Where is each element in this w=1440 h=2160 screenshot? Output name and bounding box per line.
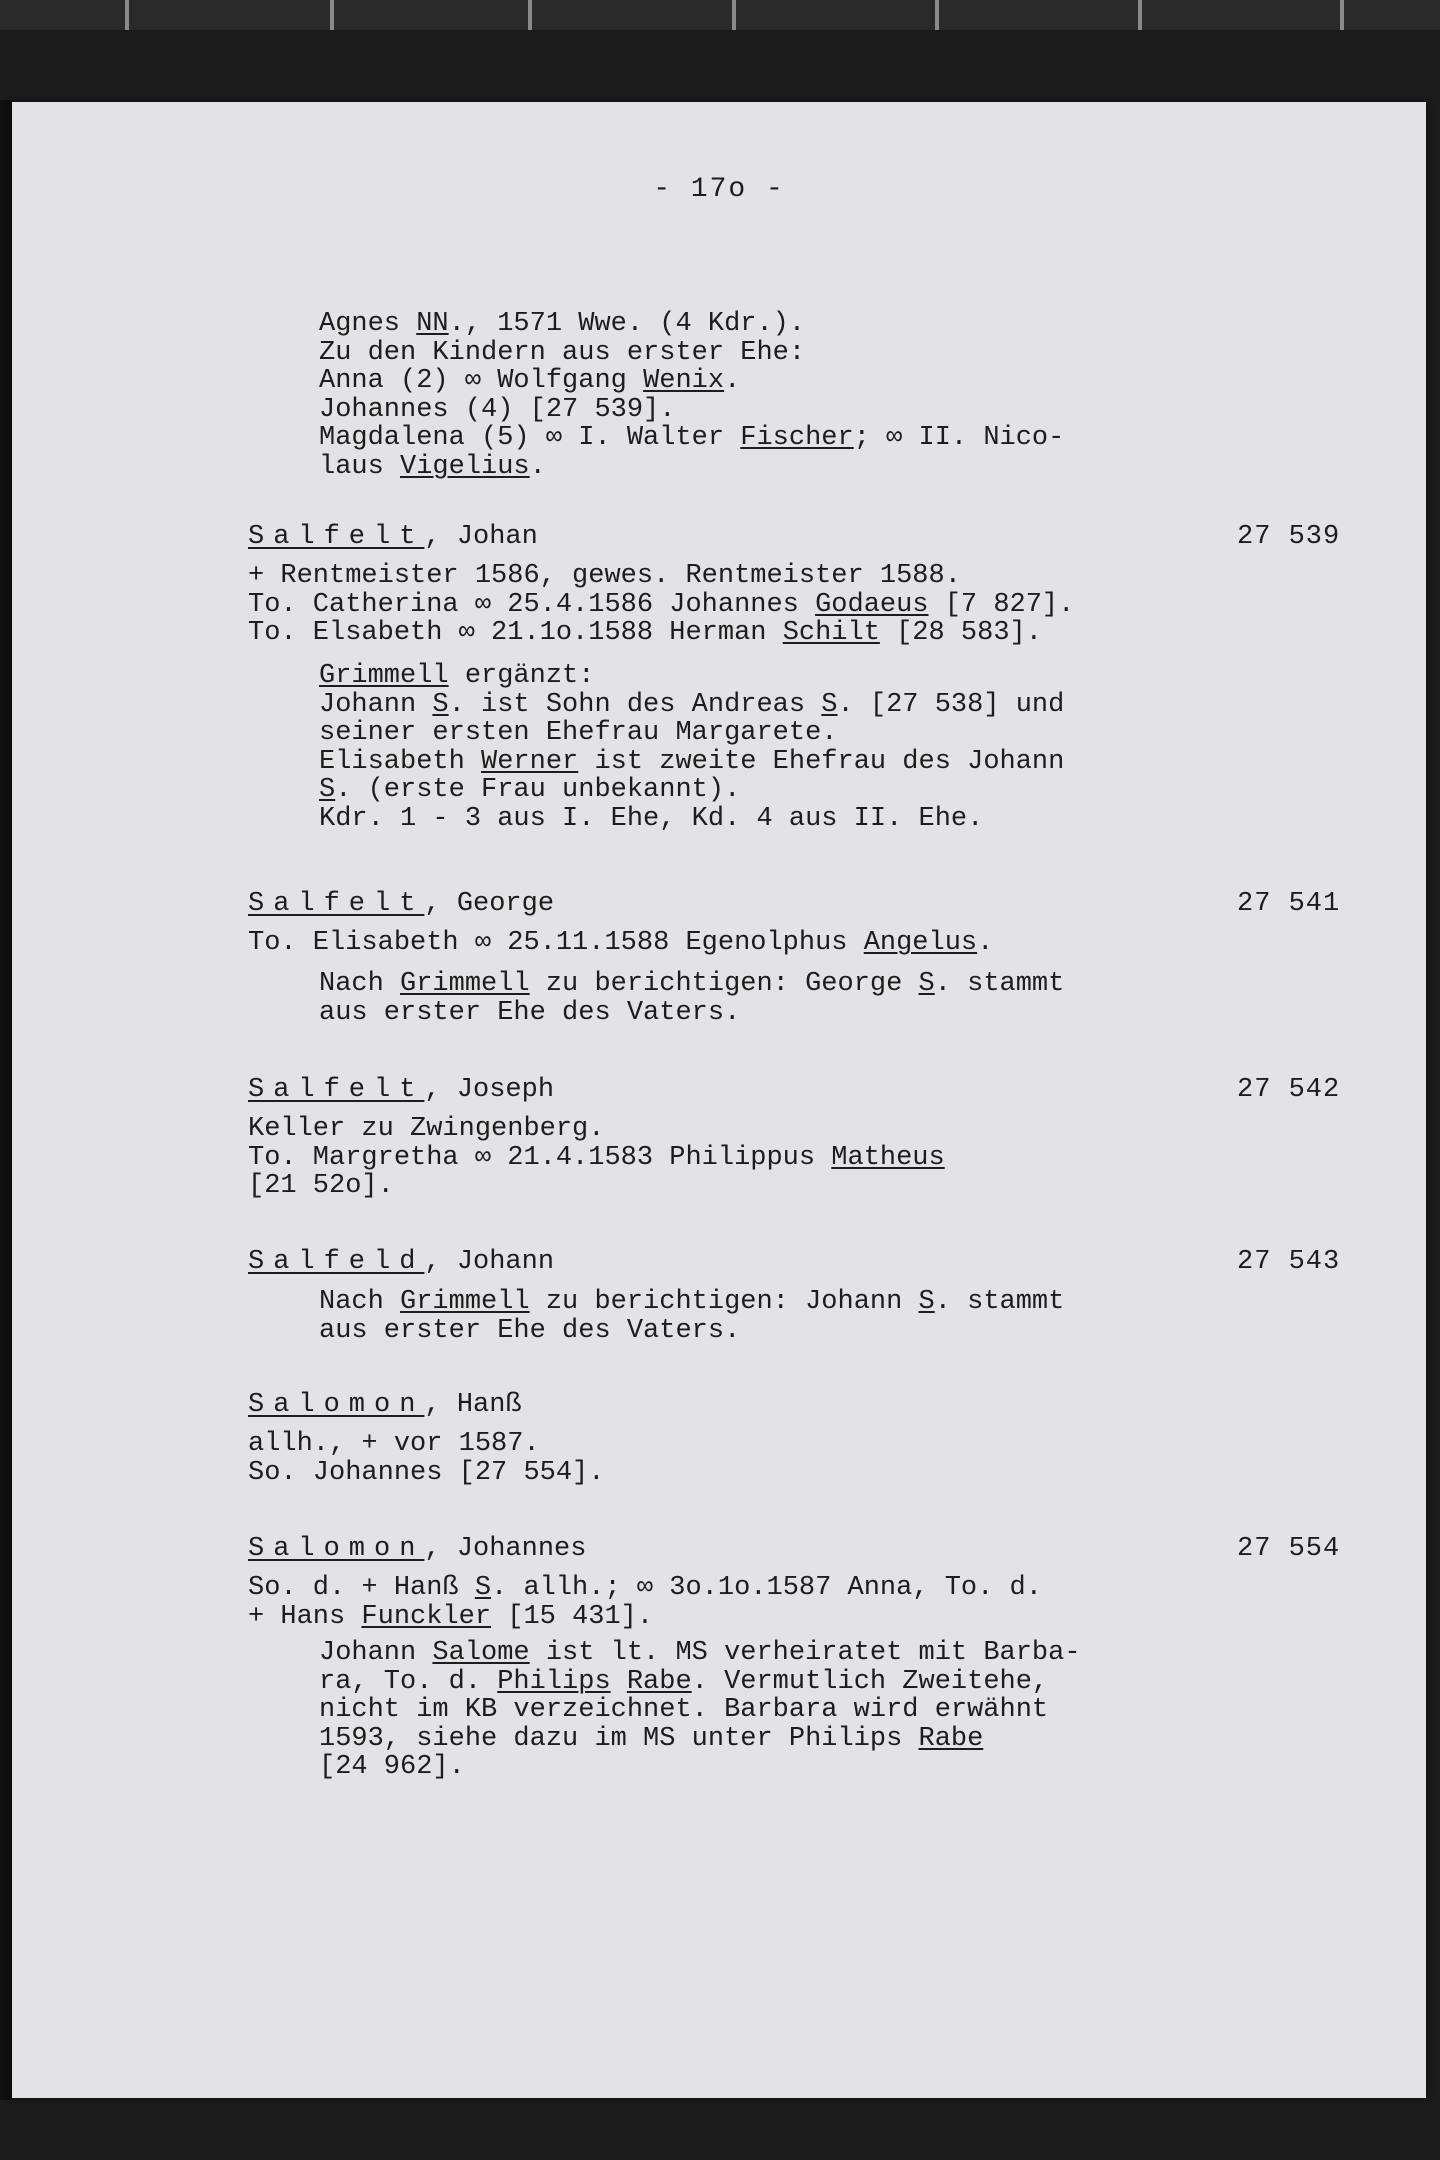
entry-given-name: , Hanß	[424, 1390, 522, 1420]
scan-left-edge	[0, 100, 12, 2100]
text-line: Elisabeth Werner ist zweite Ehefrau des Johann	[319, 746, 1065, 777]
text-line: Keller zu Zwingenberg.	[248, 1114, 605, 1144]
entry-given-name: , George	[424, 889, 555, 919]
film-strip-top	[0, 0, 1440, 30]
text-line: Grimmell ergänzt:	[319, 661, 595, 691]
entry-surname: Salfeld	[248, 1247, 425, 1277]
text-line: aus erster Ehe des Vaters.	[319, 1315, 741, 1346]
text-line: Nach Grimmell zu berichtigen: George S. stammt	[319, 969, 1065, 999]
text-line: Johann S. ist Sohn des Andreas S. [27 538] und	[319, 689, 1065, 720]
text-line: S. (erste Frau unbekannt).	[319, 775, 741, 805]
text-line: To. Elisabeth ∞ 25.11.1588 Egenolphus Angelus.	[248, 928, 994, 958]
entry-heading	[248, 1534, 586, 1564]
text-line: Agnes NN., 1571 Wwe. (4 Kdr.).	[319, 309, 806, 339]
entry-given-name: , Johan	[424, 522, 538, 552]
text-line: Magdalena (5) ∞ I. Walter Fischer; ∞ II. Nico-	[319, 423, 1065, 453]
entry-note-text	[319, 1639, 1081, 1782]
entry-surname: Salomon	[248, 1390, 425, 1420]
entry-surname: Salomon	[248, 1534, 425, 1564]
entry-main-text	[248, 1115, 945, 1201]
entry-note-text	[319, 970, 1064, 1027]
entry-surname: Salfelt	[248, 522, 425, 552]
intro-block	[319, 310, 1064, 481]
text-line: seiner ersten Ehefrau Margarete.	[319, 718, 838, 748]
text-line: 1593, siehe dazu im MS unter Philips Rabe	[319, 1723, 984, 1754]
entry-number: 27 554	[1237, 1534, 1341, 1564]
text-line: To. Elsabeth ∞ 21.1o.1588 Herman Schilt [28 583].	[248, 618, 1042, 648]
entry-heading	[248, 1075, 554, 1105]
entry-surname: Salfelt	[248, 1075, 425, 1105]
entry-given-name: , Joseph	[424, 1075, 555, 1105]
text-line: nicht im KB verzeichnet. Barbara wird erwähnt	[319, 1695, 1049, 1725]
text-line: So. d. + Hanß S. allh.; ∞ 3o.1o.1587 Anna, To. d.	[248, 1573, 1042, 1603]
entry-heading	[248, 522, 538, 552]
entry-number: 27 542	[1237, 1075, 1341, 1105]
entry-number: 27 539	[1237, 522, 1341, 552]
entry-given-name: , Johann	[424, 1247, 555, 1277]
text-line: Nach Grimmell zu berichtigen: Johann S. stammt	[319, 1287, 1065, 1317]
entry-main-text	[248, 1574, 1042, 1631]
page-number: - 17o -	[653, 174, 785, 205]
text-line: To. Catherina ∞ 25.4.1586 Johannes Godaeus [7 827].	[248, 589, 1075, 620]
entry-main-text	[248, 1430, 604, 1487]
text-line: + Hans Funckler [15 431].	[248, 1601, 654, 1632]
text-line: allh., + vor 1587.	[248, 1429, 540, 1459]
document-page	[12, 102, 1426, 2098]
text-line: ra, To. d. Philips Rabe. Vermutlich Zweitehe,	[319, 1666, 1049, 1697]
entry-heading	[248, 889, 554, 919]
entry-surname: Salfelt	[248, 889, 425, 919]
entry-number: 27 543	[1237, 1247, 1341, 1277]
text-line: So. Johannes [27 554].	[248, 1457, 605, 1488]
entry-heading	[248, 1390, 522, 1420]
text-line: laus Vigelius.	[319, 451, 546, 482]
entry-given-name: , Johannes	[424, 1534, 587, 1564]
text-line: aus erster Ehe des Vaters.	[319, 997, 741, 1028]
entry-number: 27 541	[1237, 889, 1341, 919]
entry-main-text	[248, 929, 993, 958]
entry-heading	[248, 1247, 554, 1277]
text-line: Johann Salome ist lt. MS verheiratet mit Barba-	[319, 1638, 1081, 1668]
text-line: [24 962].	[319, 1752, 465, 1782]
text-line: [21 52o].	[248, 1171, 394, 1201]
text-line: Anna (2) ∞ Wolfgang Wenix.	[319, 366, 741, 396]
text-line: + Rentmeister 1586, gewes. Rentmeister 1588.	[248, 561, 961, 591]
entry-note-text	[319, 662, 1064, 833]
text-line: Zu den Kindern aus erster Ehe:	[319, 337, 806, 368]
text-line: To. Margretha ∞ 21.4.1583 Philippus Matheus	[248, 1142, 945, 1173]
text-line: Johannes (4) [27 539].	[319, 394, 676, 425]
entry-main-text	[248, 562, 1074, 648]
entry-note-text	[319, 1288, 1064, 1345]
text-line: Kdr. 1 - 3 aus I. Ehe, Kd. 4 aus II. Ehe.	[319, 803, 984, 834]
